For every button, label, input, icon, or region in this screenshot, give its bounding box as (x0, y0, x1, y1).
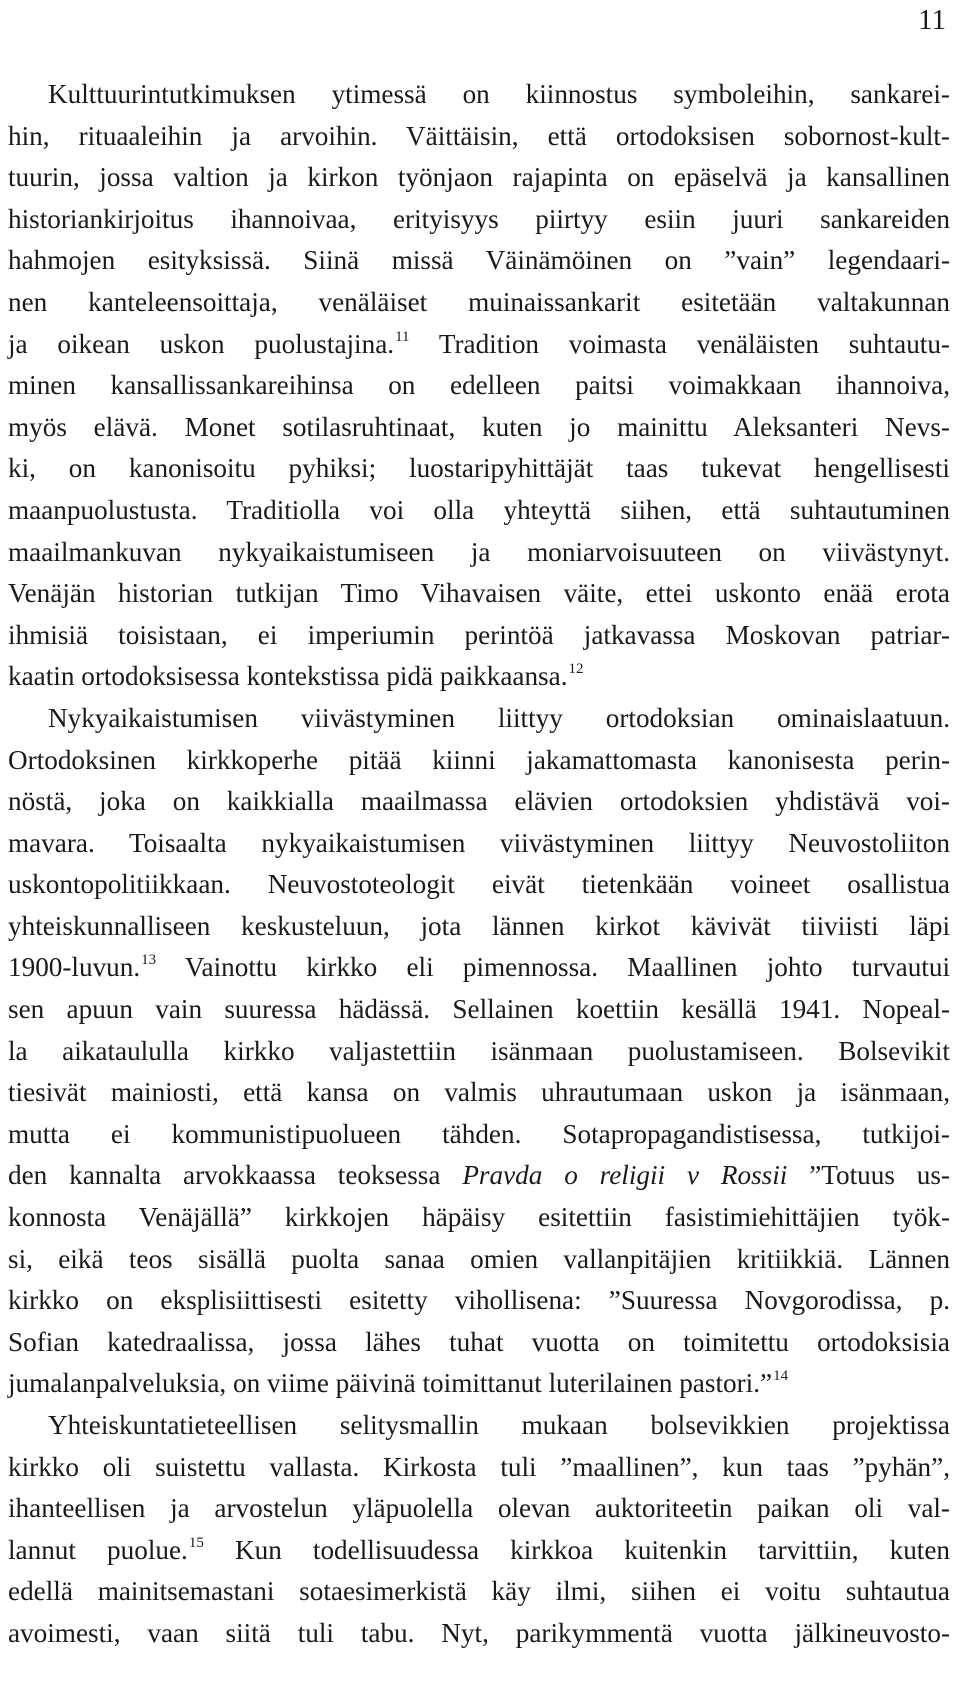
text-line (8, 240, 950, 282)
text-line (8, 698, 950, 740)
text-segment: Kulttuurintutkimuksen ytimessä on kiinnostus symboleihin, sankarei- (48, 79, 950, 109)
text-segment: Yhteiskuntatieteellisen selitysmallin mukaan bolsevikkien projektissa (48, 1410, 950, 1440)
text-line (8, 74, 950, 116)
text-line (8, 1239, 950, 1281)
text-segment: ihmisiä toisistaan, ei imperiumin perintöä jatkavassa Moskovan patriar- (8, 619, 950, 650)
text-line (8, 199, 950, 241)
text-line (8, 1447, 950, 1489)
text-segment: historiankirjoitus ihannoivaa, erityisyys piirtyy esiin juuri sankareiden (8, 203, 950, 234)
text-segment: 1900-luvun. (8, 952, 141, 983)
text-segment: Nykyaikaistumisen viivästyminen liittyy ortodoksian ominaislaatuun. (48, 702, 950, 733)
text-segment: Kun todellisuudessa kirkkoa kuitenkin tarvittiin, kuten (203, 1534, 950, 1565)
text-segment: ki, on kanonisoitu pyhiksi; luostaripyhittäjät taas tukevat hengellisesti (8, 453, 950, 484)
body-text (8, 74, 950, 1655)
text-segment: tiesivät mainiosti, että kansa on valmis uhrautumaan uskon ja isänmaan, (8, 1077, 950, 1108)
text-line (8, 1405, 950, 1447)
text-line (8, 1488, 950, 1530)
text-line (8, 823, 950, 865)
text-segment: hahmojen esityksissä. Siinä missä Väinämöinen on ”vain” legendaari- (8, 245, 950, 276)
text-segment: lannut puolue. (8, 1534, 188, 1565)
text-line (8, 1363, 950, 1405)
text-segment: yhteiskunnalliseen keskusteluun, jota lännen kirkot kävivät tiiviisti läpi (8, 910, 950, 941)
text-segment: sen apuun vain suuressa hädässä. Sellainen koettiin kesällä 1941. Nopeal- (8, 994, 950, 1025)
text-segment: jumalanpalveluksia, on viime päivinä toimittanut luterilainen pastori.” (8, 1368, 773, 1399)
text-line (8, 656, 950, 698)
page-number: 11 (918, 4, 946, 36)
text-line (8, 116, 950, 158)
text-segment: Vainottu kirkko eli pimennossa. Maallinen johto turvautui (156, 952, 950, 983)
footnote-ref: 12 (568, 661, 584, 678)
text-line (8, 781, 950, 823)
text-segment: ”Totuus us- (787, 1160, 950, 1191)
text-segment: Venäjän historian tutkijan Timo Vihavaisen väite, ettei uskonto enää erota (8, 578, 950, 609)
footnote-ref: 14 (773, 1368, 789, 1385)
text-line (8, 1072, 950, 1114)
text-segment: kaatin ortodoksisessa kontekstissa pidä paikkaansa. (8, 661, 568, 692)
text-line (8, 532, 950, 574)
text-line (8, 989, 950, 1031)
text-segment: la aikataululla kirkko valjastettiin isänmaan puolustamiseen. Bolsevikit (8, 1035, 950, 1066)
footnote-ref: 11 (395, 328, 410, 345)
text-segment: si, eikä teos sisällä puolta sanaa omien vallanpitäjien kritiikkiä. Lännen (8, 1243, 950, 1274)
text-line (8, 1322, 950, 1364)
text-line (8, 864, 950, 906)
text-segment: maanpuolustusta. Traditiolla voi olla yhteyttä siihen, että suhtautuminen (8, 494, 950, 525)
text-line (8, 448, 950, 490)
footnote-ref: 13 (141, 952, 157, 969)
text-segment: den kannalta arvokkaassa teoksessa (8, 1160, 463, 1191)
text-line (8, 740, 950, 782)
text-line (8, 947, 950, 989)
text-line (8, 1155, 950, 1197)
text-line (8, 1280, 950, 1322)
text-line (8, 615, 950, 657)
text-segment: kirkko oli suistettu vallasta. Kirkosta tuli ”maallinen”, kun taas ”pyhän”, (8, 1451, 950, 1482)
text-line (8, 490, 950, 532)
text-segment: edellä mainitsemastani sotaesimerkistä käy ilmi, siihen ei voitu suhtautua (8, 1576, 950, 1607)
text-segment: ihanteellisen ja arvostelun yläpuolella olevan auktoriteetin paikan oli val- (8, 1493, 950, 1524)
footnote-ref: 15 (188, 1534, 204, 1551)
text-segment: avoimesti, vaan siitä tuli tabu. Nyt, parikymmentä vuotta jälkineuvosto- (8, 1617, 950, 1648)
text-line (8, 1571, 950, 1613)
text-segment: mavara. Toisaalta nykyaikaistumisen viivästyminen liittyy Neuvostoliiton (8, 827, 950, 858)
text-segment: nen kanteleensoittaja, venäläiset muinaissankarit esitetään valtakunnan (8, 286, 950, 317)
text-segment: Sofian katedraalissa, jossa lähes tuhat vuotta on toimitettu ortodoksisia (8, 1326, 950, 1357)
text-line (8, 1530, 950, 1572)
text-segment: konnosta Venäjällä” kirkkojen häpäisy esitettiin fasistimiehittäjien työk- (8, 1202, 950, 1233)
text-line (8, 573, 950, 615)
text-segment: myös elävä. Monet sotilasruhtinaat, kuten jo mainittu Aleksanteri Nevs- (8, 411, 950, 442)
book-title: Pravda o religii v Rossii (462, 1160, 788, 1191)
text-segment: Ortodoksinen kirkkoperhe pitää kiinni jakamattomasta kanonisesta perin- (8, 744, 950, 775)
text-line (8, 324, 950, 366)
text-segment: uskontopolitiikkaan. Neuvostoteologit eivät tietenkään voineet osallistua (8, 869, 950, 900)
text-segment: kirkko on eksplisiittisesti esitetty vihollisena: ”Suuressa Novgorodissa, p. (8, 1285, 950, 1316)
text-line (8, 906, 950, 948)
text-line (8, 1197, 950, 1239)
text-segment: hin, rituaaleihin ja arvoihin. Väittäisin, että ortodoksisen sobornost-kult- (8, 120, 950, 151)
text-segment: nöstä, joka on kaikkialla maailmassa elävien ortodoksien yhdistävä voi- (8, 786, 950, 817)
text-segment: maailmankuvan nykyaikaistumiseen ja moniarvoisuuteen on viivästynyt. (8, 536, 950, 567)
text-segment: mutta ei kommunistipuolueen tähden. Sotapropagandistisessa, tutkijoi- (8, 1118, 950, 1149)
text-line (8, 282, 950, 324)
text-line (8, 1114, 950, 1156)
text-segment: tuurin, jossa valtion ja kirkon työnjaon rajapinta on epäselvä ja kansallinen (8, 162, 950, 193)
text-line (8, 407, 950, 449)
text-line (8, 1613, 950, 1655)
text-segment: ja oikean uskon puolustajina. (8, 328, 395, 359)
text-segment: minen kansallissankareihinsa on edelleen paitsi voimakkaan ihannoiva, (8, 370, 950, 401)
text-line (8, 365, 950, 407)
text-line (8, 157, 950, 199)
text-line (8, 1031, 950, 1073)
text-segment: Tradition voimasta venäläisten suhtautu- (409, 328, 950, 359)
